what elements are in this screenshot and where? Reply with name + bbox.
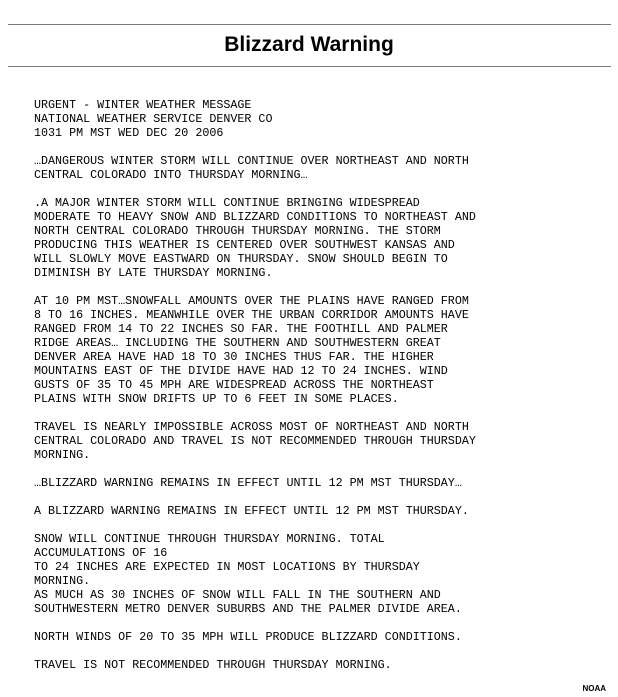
message-line: AT 10 PM MST…SNOWFALL AMOUNTS OVER THE PLAINS HAVE RANGED FROM: [34, 294, 469, 308]
message-line: NORTH CENTRAL COLORADO THROUGH THURSDAY MORNING. THE STORM: [34, 224, 441, 238]
source-credit: NOAA: [582, 684, 606, 693]
message-line: MOUNTAINS EAST OF THE DIVIDE HAVE HAD 12 TO 24 INCHES. WIND: [34, 364, 448, 378]
message-line: ACCUMULATIONS OF 16: [34, 546, 168, 560]
message-line: DENVER AREA HAVE HAD 18 TO 30 INCHES THUS FAR. THE HIGHER: [34, 350, 434, 364]
message-paragraph: [34, 630, 594, 644]
message-paragraph: [34, 98, 594, 140]
message-paragraph: [34, 196, 594, 280]
message-line: 1031 PM MST WED DEC 20 2006: [34, 126, 224, 140]
message-paragraph: [34, 658, 594, 672]
message-line: …DANGEROUS WINTER STORM WILL CONTINUE OVER NORTHEAST AND NORTH: [34, 154, 469, 168]
message-line: PLAINS WITH SNOW DRIFTS UP TO 6 FEET IN SOME PLACES.: [34, 392, 399, 406]
message-paragraph: [34, 154, 594, 182]
message-line: NORTH WINDS OF 20 TO 35 MPH WILL PRODUCE BLIZZARD CONDITIONS.: [34, 630, 462, 644]
message-paragraph: [34, 532, 594, 616]
message-line: MODERATE TO HEAVY SNOW AND BLIZZARD CONDITIONS TO NORTHEAST AND: [34, 210, 476, 224]
message-line: GUSTS OF 35 TO 45 MPH ARE WIDESPREAD ACROSS THE NORTHEAST: [34, 378, 434, 392]
message-line: DIMINISH BY LATE THURSDAY MORNING.: [34, 266, 273, 280]
top-divider: [8, 24, 611, 25]
message-line: RANGED FROM 14 TO 22 INCHES SO FAR. THE FOOTHILL AND PALMER: [34, 322, 448, 336]
message-line: A BLIZZARD WARNING REMAINS IN EFFECT UNTIL 12 PM MST THURSDAY.: [34, 504, 469, 518]
message-line: AS MUCH AS 30 INCHES OF SNOW WILL FALL IN THE SOUTHERN AND: [34, 588, 441, 602]
message-line: CENTRAL COLORADO AND TRAVEL IS NOT RECOMMENDED THROUGH THURSDAY: [34, 434, 476, 448]
message-line: TRAVEL IS NEARLY IMPOSSIBLE ACROSS MOST OF NORTHEAST AND NORTH: [34, 420, 469, 434]
page-title: Blizzard Warning: [224, 33, 394, 56]
message-line: SNOW WILL CONTINUE THROUGH THURSDAY MORNING. TOTAL: [34, 532, 385, 546]
message-paragraph: [34, 504, 594, 518]
message-line: …BLIZZARD WARNING REMAINS IN EFFECT UNTIL 12 PM MST THURSDAY…: [34, 476, 462, 490]
message-line: TRAVEL IS NOT RECOMMENDED THROUGH THURSDAY MORNING.: [34, 658, 392, 672]
weather-message: [34, 98, 594, 686]
message-paragraph: [34, 294, 594, 406]
message-line: SOUTHWESTERN METRO DENVER SUBURBS AND THE PALMER DIVIDE AREA.: [34, 602, 462, 616]
message-line: CENTRAL COLORADO INTO THURSDAY MORNING…: [34, 168, 308, 182]
message-paragraph: [34, 420, 594, 462]
message-line: PRODUCING THIS WEATHER IS CENTERED OVER SOUTHWEST KANSAS AND: [34, 238, 455, 252]
message-line: WILL SLOWLY MOVE EASTWARD ON THURSDAY. SNOW SHOULD BEGIN TO: [34, 252, 448, 266]
message-line: RIDGE AREAS… INCLUDING THE SOUTHERN AND SOUTHWESTERN GREAT: [34, 336, 441, 350]
message-line: MORNING.: [34, 448, 91, 462]
message-line: MORNING.: [34, 574, 91, 588]
message-line: .A MAJOR WINTER STORM WILL CONTINUE BRINGING WIDESPREAD: [34, 196, 420, 210]
message-line: 8 TO 16 INCHES. MEANWHILE OVER THE URBAN CORRIDOR AMOUNTS HAVE: [34, 308, 469, 322]
title-divider: [8, 66, 611, 67]
message-paragraph: [34, 476, 594, 490]
message-line: NATIONAL WEATHER SERVICE DENVER CO: [34, 112, 273, 126]
message-line: URGENT - WINTER WEATHER MESSAGE: [34, 98, 252, 112]
message-line: TO 24 INCHES ARE EXPECTED IN MOST LOCATIONS BY THURSDAY: [34, 560, 420, 574]
